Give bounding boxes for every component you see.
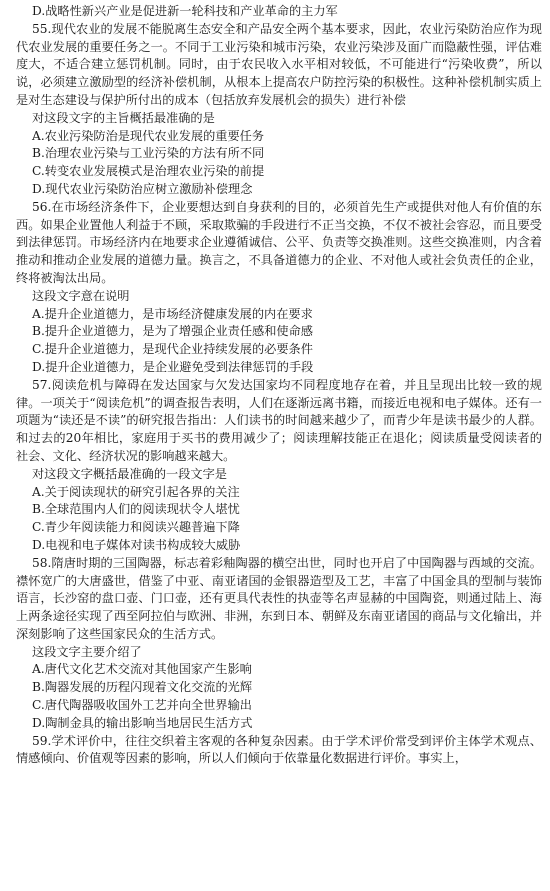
question-57-option-c: C.青少年阅读能力和阅读兴趣普遍下降 [32, 520, 240, 535]
question-56-passage: 56.在市场经济条件下，企业要想达到自身获利的目的，必须首先生产或提供对他人有价值的东西。如果企业置他人利益于不顾，采取欺骗的手段进行不正当交换，不仅不被社会容忍，而且要受到法律惩罚。市场经济内在地要求企业遵循诚信、公平、负责等交换准则。这些交换准则，内含着推动和推动企业发展的道德力量。换言之，不具备道德力的企业、不对他人或社会负责任的企业，终将被淘汰出局。 [16, 199, 542, 285]
question-58-option-d: D.陶制金具的输出影响当地居民生活方式 [32, 715, 253, 730]
question-57-stem: 对这段文字概括最准确的一段文字是 [32, 466, 227, 481]
question-56-option-b: B.提升企业道德力，是为了增强企业责任感和使命感 [32, 324, 313, 339]
question-56-option-a: A.提升企业道德力，是市场经济健康发展的内在要求 [32, 306, 313, 321]
question-58-passage: 58.隋唐时期的三国陶器，标志着彩釉陶器的横空出世，同时也开启了中国陶器与西域的交流。襟怀宽广的大唐盛世，借鉴了中亚、南亚诸国的金银器造型及工艺，丰富了中国金具的型制与装饰语言，长沙窑的盘口壶、门口壶，还有更具代表性的执壶等名声显赫的中国陶瓷，则通过陆上、海上两条途径实现了西至阿拉伯与欧洲、非洲，东到日本、朝鲜及东南亚诸国的商品与文化输出，并深刻影响了这些国家民众的生活方式。 [16, 555, 542, 641]
question-55-stem: 对这段文字的主旨概括最准确的是 [32, 110, 215, 125]
question-55-option-a: A.农业污染防治是现代农业发展的重要任务 [32, 128, 265, 143]
question-58-option-c: C.唐代陶器吸收国外工艺并向全世界输出 [32, 698, 252, 713]
question-58-option-a: A.唐代文化艺术交流对其他国家产生影响 [32, 662, 252, 677]
question-55-option-b: B.治理农业污染与工业污染的方法有所不同 [32, 146, 265, 161]
question-58-stem: 这段文字主要介绍了 [32, 644, 142, 659]
question-57-option-a: A.关于阅读现状的研究引起各界的关注 [32, 484, 240, 499]
question-57-passage: 57.阅读危机与障碍在发达国家与欠发达国家均不同程度地存在着，并且呈现出比较一致的规律。一项关于“阅读危机”的调查报告表明，人们在逐渐远离书籍，而接近电视和电子媒体。还有一项题为“读还是不读”的研究报告指出：人们读书的时间越来越少了，而青少年是读书最少的人群。和过去的20年相比，家庭用于买书的费用减少了；阅读理解技能正在退化；阅读质量受阅读者的社会、文化、经济状况的影响越来越大。 [16, 377, 542, 463]
question-57-option-b: B.全球范围内人们的阅读现状令人堪忧 [32, 502, 240, 517]
question-55-option-c: C.转变农业发展模式是治理农业污染的前提 [32, 164, 265, 179]
question-55-passage: 55.现代农业的发展不能脱离生态安全和产品安全两个基本要求，因此，农业污染防治应作为现代农业发展的重要任务之一。不同于工业污染和城市污染，农业污染涉及面广而隐蔽性强，评估难度大，不适合建立惩罚机制。同时，由于农民收入水平相对较低，不可能进行“污染收费”，所以说，必须建立激励型的经济补偿机制，从根本上提高农户防控污染的积极性。这种补偿机制实质上是对生态建设与保护所付出的成本（包括放弃发展机会的损失）进行补偿 [16, 21, 542, 107]
question-55-option-d: D.现代农业污染防治应树立激励补偿理念 [32, 181, 253, 196]
question-59-passage: 59.学术评价中，往往交织着主客观的各种复杂因素。由于学术评价常受到评价主体学术观点、情感倾向、价值观等因素的影响，所以人们倾向于依靠量化数据进行评价。事实上， [16, 733, 542, 766]
question-57-option-d: D.电视和电子媒体对读书构成较大威胁 [32, 537, 241, 552]
previous-question-option-d: D.战略性新兴产业是促进新一轮科技和产业革命的主力军 [32, 4, 338, 18]
question-58-option-b: B.陶器发展的历程闪现着文化交流的光辉 [32, 680, 253, 695]
question-56-option-c: C.提升企业道德力，是现代企业持续发展的必要条件 [32, 342, 313, 357]
question-56-stem: 这段文字意在说明 [32, 288, 130, 303]
question-56-option-d: D.提升企业道德力，是企业避免受到法律惩罚的手段 [32, 359, 314, 374]
